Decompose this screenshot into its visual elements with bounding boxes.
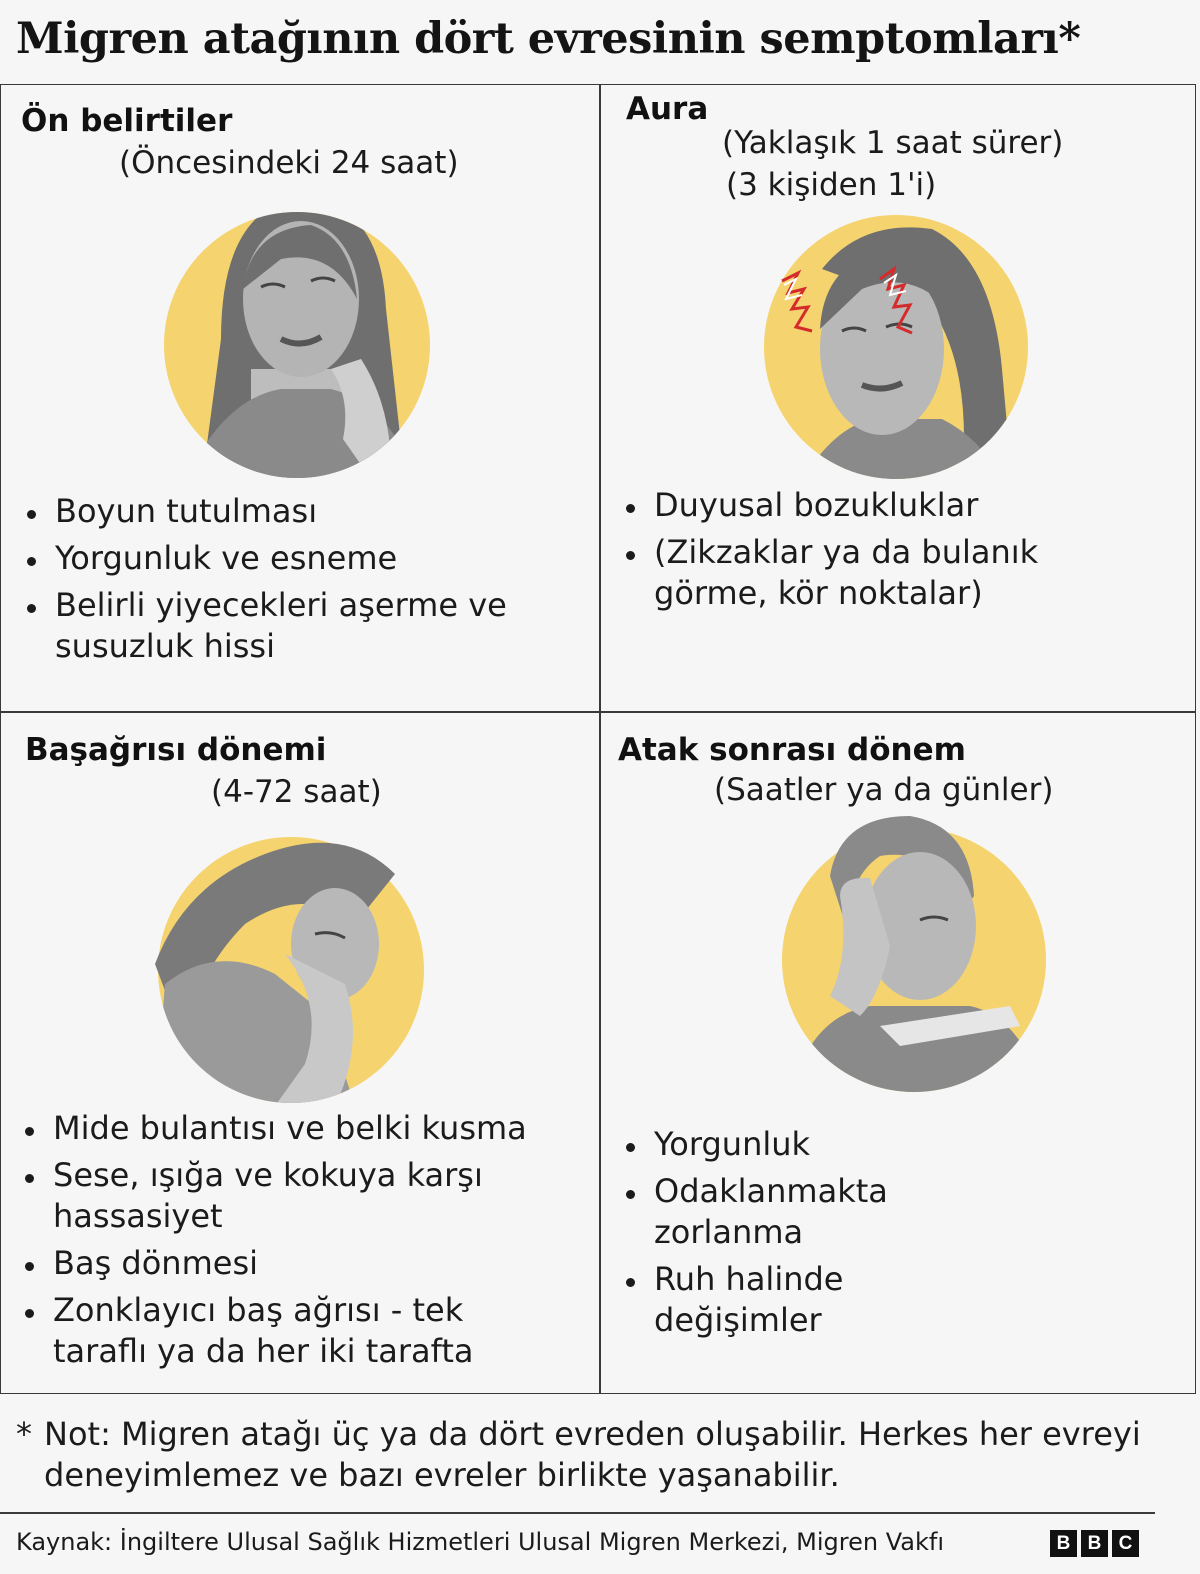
symptom-item: Yorgunluk ve esneme	[27, 538, 567, 579]
phase-title: Başağrısı dönemi	[25, 732, 327, 768]
phase-panel-headache	[1, 712, 599, 1395]
phases-grid	[0, 84, 1196, 1394]
woman-hand-on-forehead-icon	[770, 816, 1046, 1096]
footer-divider	[0, 1512, 1155, 1514]
phase-subtitle: (Öncesindeki 24 saat)	[119, 145, 459, 181]
phase-title: Ön belirtiler	[21, 103, 233, 139]
symptom-list	[626, 1124, 986, 1347]
bbc-logo-letter: B	[1081, 1530, 1108, 1557]
symptom-item: Zonklayıcı baş ağrısı - tek taraflı ya da her iki tarafta	[25, 1290, 565, 1372]
source-credit: Kaynak: İngiltere Ulusal Sağlık Hizmetleri Ulusal Migren Merkezi, Migren Vakfı	[16, 1528, 944, 1556]
bbc-logo	[1050, 1530, 1139, 1557]
phase-title: Atak sonrası dönem	[618, 732, 966, 768]
phase-subtitle: (Saatler ya da günler)	[714, 772, 1054, 808]
bbc-logo-letter: C	[1112, 1530, 1139, 1557]
phase-subtitle: (Yaklaşık 1 saat sürer)	[722, 125, 1064, 161]
footnote-text: Not: Migren atağı üç ya da dört evreden oluşabilir. Herkes her evreyi deneyimlemez ve bazı evreler birlikte yaşanabilir.	[44, 1415, 1141, 1494]
phase-subtitle: (4-72 saat)	[211, 774, 382, 810]
symptom-item: Belirli yiyecekleri aşerme ve susuzluk hissi	[27, 585, 567, 667]
woman-neck-pain-icon	[161, 189, 433, 479]
phase-panel-aura	[600, 85, 1197, 711]
page-title: Migren atağının dört evresinin semptomları*	[16, 14, 1081, 64]
phase-panel-prodrome	[1, 85, 599, 711]
symptom-item: Odaklanmakta zorlanma	[626, 1171, 986, 1253]
symptom-item: Mide bulantısı ve belki kusma	[25, 1108, 565, 1149]
footnote	[16, 1414, 1186, 1496]
phase-title: Aura	[626, 91, 709, 127]
symptom-item: Ruh halinde değişimler	[626, 1259, 986, 1341]
woman-nausea-icon	[155, 824, 427, 1106]
symptom-item: Duyusal bozukluklar	[626, 485, 1086, 526]
symptom-list	[626, 485, 1086, 620]
symptom-item: Yorgunluk	[626, 1124, 986, 1165]
symptom-item: Boyun tutulması	[27, 491, 567, 532]
woman-aura-zigzag-icon	[762, 209, 1030, 481]
phase-subtitle: (3 kişiden 1'i)	[726, 167, 937, 203]
symptom-item: (Zikzaklar ya da bulanık görme, kör noktalar)	[626, 532, 1086, 614]
footnote-marker: *	[16, 1415, 32, 1453]
symptom-list	[25, 1108, 565, 1378]
symptom-item: Baş dönmesi	[25, 1243, 565, 1284]
phase-panel-postdrome	[600, 712, 1197, 1395]
bbc-logo-letter: B	[1050, 1530, 1077, 1557]
symptom-list	[27, 491, 567, 673]
symptom-item: Sese, ışığa ve kokuya karşı hassasiyet	[25, 1155, 565, 1237]
